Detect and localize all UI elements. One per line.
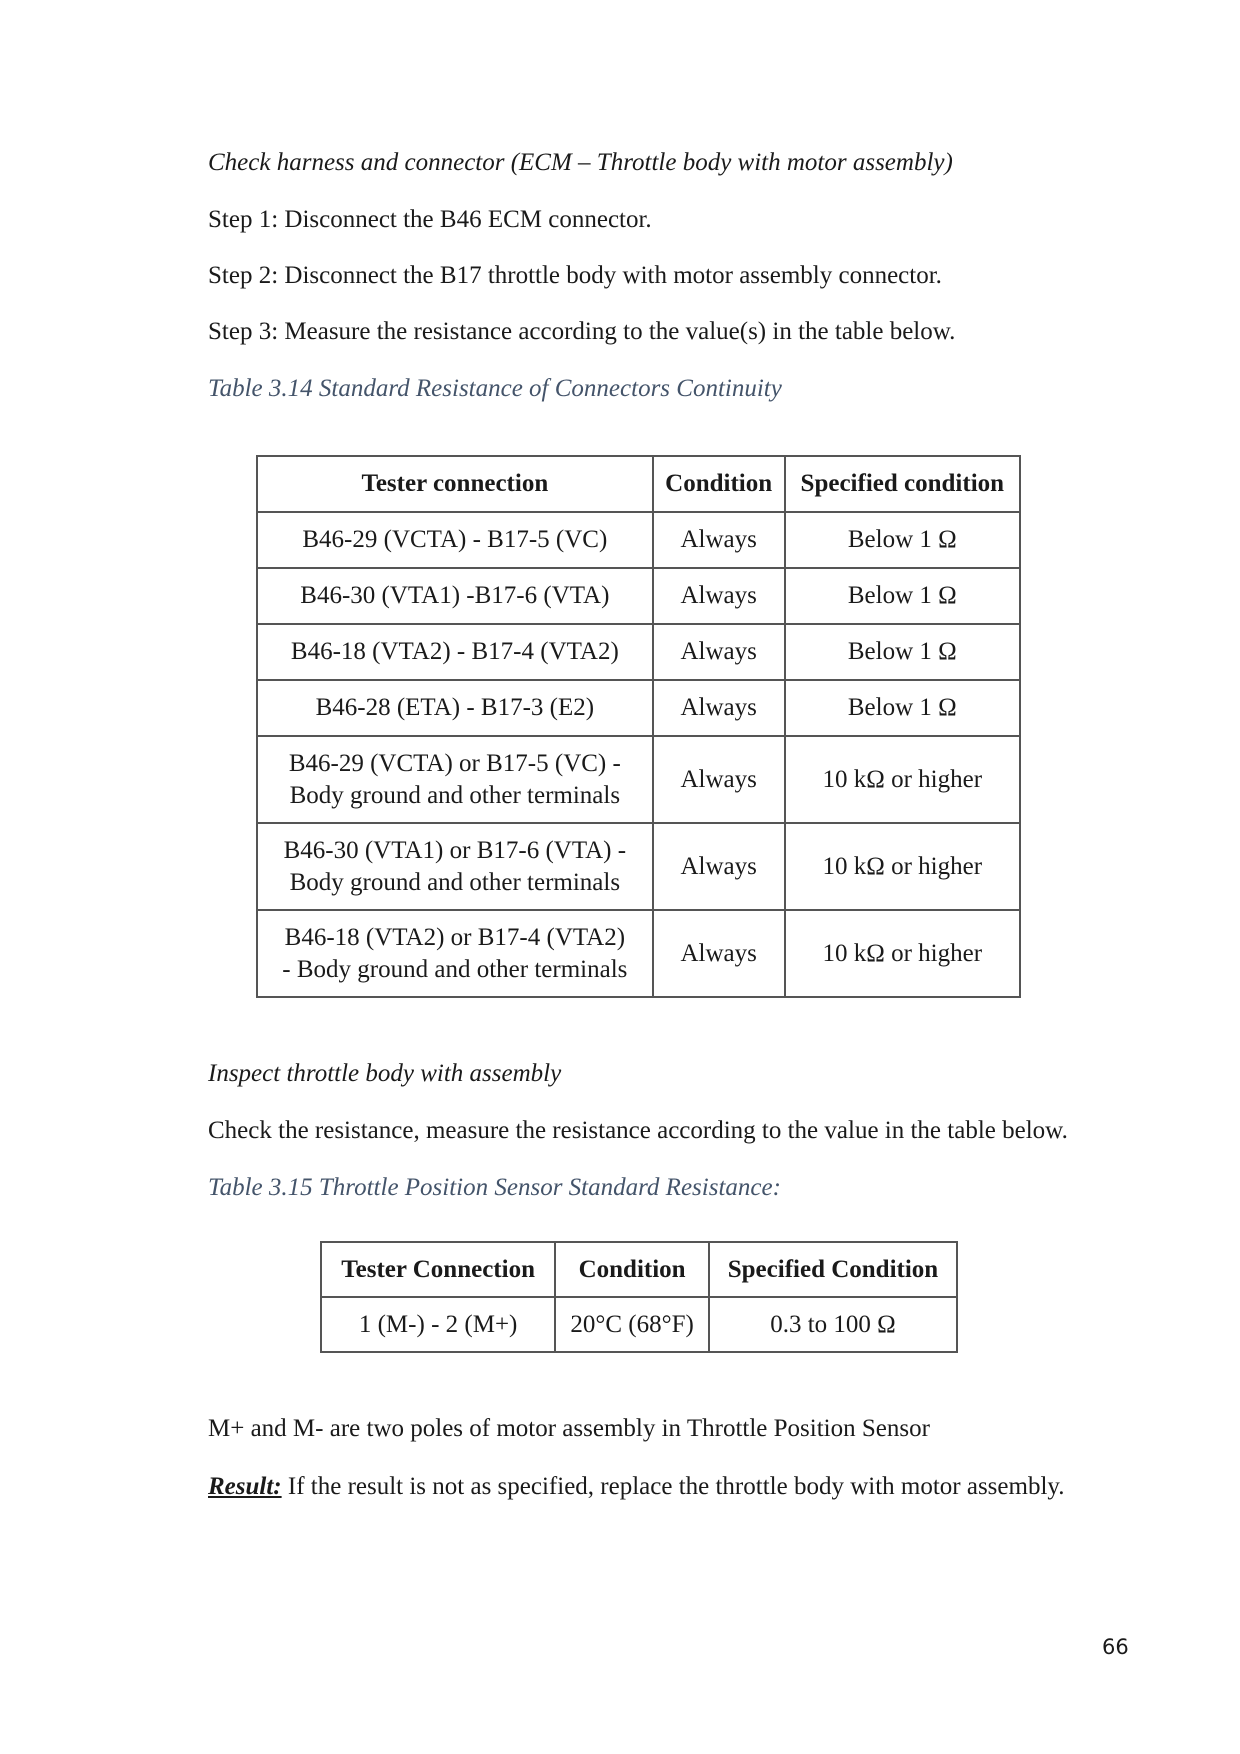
page-number: 66 (1102, 1635, 1129, 1659)
cell-condition: Always (653, 736, 785, 823)
cell-connection (257, 910, 653, 997)
section-heading-harness: Check harness and connector (ECM – Throttle body with motor assembly) (208, 149, 953, 176)
table-row (257, 624, 1020, 680)
connector-resistance-table (256, 455, 1021, 998)
cell-condition: Always (653, 624, 785, 680)
motor-poles-note: M+ and M- are two poles of motor assembly in Throttle Position Sensor (208, 1415, 930, 1442)
step-1: Step 1: Disconnect the B46 ECM connector. (208, 206, 652, 233)
result-paragraph (208, 1471, 1065, 1503)
step-2: Step 2: Disconnect the B17 throttle body with motor assembly connector. (208, 262, 942, 289)
cell-condition: Always (653, 823, 785, 910)
cell-specified: Below 1 Ω (785, 624, 1020, 680)
cell-connection: 1 (M-) - 2 (M+) (321, 1297, 555, 1352)
sensor-resistance-table (320, 1241, 958, 1353)
table-header-row (257, 456, 1020, 512)
header-specified-condition: Specified condition (785, 456, 1020, 512)
header-condition: Condition (653, 456, 785, 512)
cell-specified: 10 kΩ or higher (785, 736, 1020, 823)
section-heading-inspect: Inspect throttle body with assembly (208, 1060, 562, 1087)
table-caption-3-14: Table 3.14 Standard Resistance of Connectors Continuity (208, 375, 782, 402)
cell-connection-line: Body ground and other terminals (289, 781, 621, 809)
cell-specified: Below 1 Ω (785, 680, 1020, 736)
cell-connection: B46-28 (ETA) - B17-3 (E2) (257, 680, 653, 736)
cell-connection: B46-30 (VTA1) -B17-6 (VTA) (257, 568, 653, 624)
table-header-row (321, 1242, 957, 1297)
table-row (257, 568, 1020, 624)
result-text: If the result is not as specified, replace the throttle body with motor assembly. (281, 1473, 1065, 1500)
cell-connection: B46-18 (VTA2) - B17-4 (VTA2) (257, 624, 653, 680)
section-intro: Check the resistance, measure the resistance according to the value in the table below. (208, 1117, 1068, 1144)
step-3: Step 3: Measure the resistance according to the value(s) in the table below. (208, 318, 956, 345)
cell-connection-line: B46-18 (VTA2) or B17-4 (VTA2) (284, 923, 626, 951)
cell-connection (257, 736, 653, 823)
cell-connection-line: Body ground and other terminals (289, 868, 621, 896)
result-label: Result: (208, 1473, 282, 1500)
cell-specified: 10 kΩ or higher (785, 823, 1020, 910)
header-condition: Condition (555, 1242, 709, 1297)
cell-specified: 0.3 to 100 Ω (709, 1297, 957, 1352)
table-row (257, 910, 1020, 997)
table-row (257, 823, 1020, 910)
table-row (257, 512, 1020, 568)
cell-condition: Always (653, 910, 785, 997)
table-caption-3-15: Table 3.15 Throttle Position Sensor Standard Resistance: (208, 1174, 781, 1201)
cell-specified: Below 1 Ω (785, 568, 1020, 624)
cell-connection (257, 823, 653, 910)
cell-connection-line: B46-30 (VTA1) or B17-6 (VTA) - (283, 836, 627, 864)
header-tester-connection: Tester Connection (321, 1242, 555, 1297)
cell-condition: 20°C (68°F) (555, 1297, 709, 1352)
table-row (321, 1297, 957, 1352)
cell-condition: Always (653, 568, 785, 624)
cell-connection: B46-29 (VCTA) - B17-5 (VC) (257, 512, 653, 568)
cell-specified: Below 1 Ω (785, 512, 1020, 568)
cell-specified: 10 kΩ or higher (785, 910, 1020, 997)
cell-connection-line: - Body ground and other terminals (282, 955, 628, 983)
cell-connection-line: B46-29 (VCTA) or B17-5 (VC) - (288, 749, 621, 777)
cell-condition: Always (653, 512, 785, 568)
cell-condition: Always (653, 680, 785, 736)
table-row (257, 680, 1020, 736)
header-specified-condition: Specified Condition (709, 1242, 957, 1297)
header-tester-connection: Tester connection (257, 456, 653, 512)
table-row (257, 736, 1020, 823)
